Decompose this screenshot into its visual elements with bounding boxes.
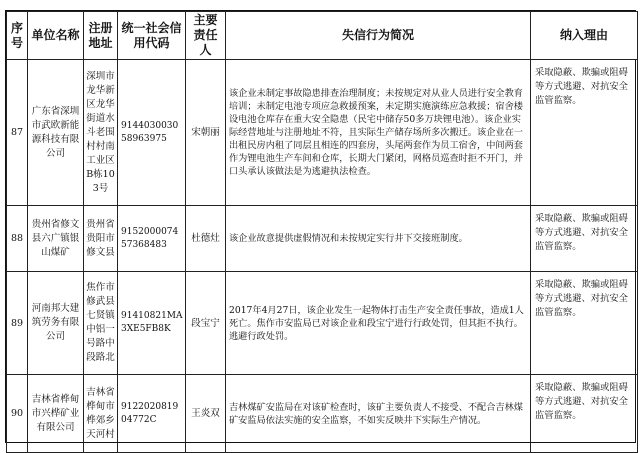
table-row xyxy=(7,60,638,206)
row-address: 吉林省桦甸市桦郊乡天河村 xyxy=(84,375,118,453)
row-unit: 吉林省桦甸市兴桦矿业有限公司 xyxy=(28,375,84,453)
row-unit: 贵州省修文县六广镇银山煤矿 xyxy=(28,206,84,272)
row-person: 宋朝丽 xyxy=(186,60,226,206)
table-row xyxy=(7,206,638,272)
row-code: 914403003058963975 xyxy=(118,60,186,206)
row-address: 贵州省贵阳市修文县 xyxy=(84,206,118,272)
row-desc: 2017年4月27日，该企业发生一起物体打击生产安全责任事故，造成1人死亡。焦作市安监局已对该企业和段宝宁进行行政处罚，但其拒不执行。逃避行政处罚。 xyxy=(226,272,531,375)
row-no: 87 xyxy=(7,60,28,206)
header-unit: 单位名称 xyxy=(28,12,84,60)
table-row xyxy=(7,375,638,453)
row-desc: 该企业未制定事故隐患排查治理制度；未按规定对从业人员进行安全教育培训；未制定电池专项应急救援预案，未定期实施演练应急救援；宿舍楼设电池仓库存在重大安全隐患（民宅中储存50多万块锂电池）。该企业实际经营地址与注册地址不符，且实际生产储存场所多次搬迁。该企业在一出租民房内租了同层且相连的四套房，头尾两套作为员工宿舍，中间两套作为锂电池生产车间和仓库，长期大门紧闭，网格员巡查时拒不开门，并口头承认该做法是为逃避执法检查。 xyxy=(226,60,531,206)
row-person: 王炎双 xyxy=(186,375,226,453)
row-person: 杜德灶 xyxy=(186,206,226,272)
row-unit: 河南邦大建筑劳务有限公司 xyxy=(28,272,84,375)
row-code: 912202081904772C xyxy=(118,375,186,453)
header-address: 注册地址 xyxy=(84,12,118,60)
row-address: 深圳市龙华新区龙华街道水斗老围村村南工业区B栋103号 xyxy=(84,60,118,206)
row-unit: 广东省深圳市武欧新能源科技有限公司 xyxy=(28,60,84,206)
row-reason: 采取隐蔽、欺骗或阻碍等方式逃避、对抗安全监管监察。 xyxy=(531,60,638,206)
credit-table xyxy=(6,11,638,453)
row-reason: 采取隐蔽、欺骗或阻碍等方式逃避、对抗安全监管监察。 xyxy=(531,206,638,272)
row-desc: 吉林煤矿安监局在对该矿检查时，该矿主要负责人不接受、不配合吉林煤矿安监局依法实施的安全监察，不如实反映井下实际生产情况。 xyxy=(226,375,531,453)
header-no: 序号 xyxy=(7,12,28,60)
header-code: 统一社会信用代码 xyxy=(118,12,186,60)
row-code: 915200007457368483 xyxy=(118,206,186,272)
row-person: 段宝宁 xyxy=(186,272,226,375)
row-no: 89 xyxy=(7,272,28,375)
row-no: 90 xyxy=(7,375,28,453)
row-no: 88 xyxy=(7,206,28,272)
credit-table-frame xyxy=(5,10,636,443)
row-desc: 该企业故意提供虚假情况和未按规定实行井下交接班制度。 xyxy=(226,206,531,272)
header-desc: 失信行为简况 xyxy=(226,12,531,60)
header-person: 主要责任人 xyxy=(186,12,226,60)
row-code: 91410821MA3XE5FB8K xyxy=(118,272,186,375)
row-reason: 采取隐蔽、欺骗或阻碍等方式逃避、对抗安全监管监察。 xyxy=(531,272,638,375)
row-address: 焦作市修武县七贤镇中铝一号路中段路北 xyxy=(84,272,118,375)
header-reason: 纳入理由 xyxy=(531,12,638,60)
row-reason: 采取隐蔽、欺骗或阻碍等方式逃避、对抗安全监管监察。 xyxy=(531,375,638,453)
header-row xyxy=(7,12,638,60)
table-row xyxy=(7,272,638,375)
